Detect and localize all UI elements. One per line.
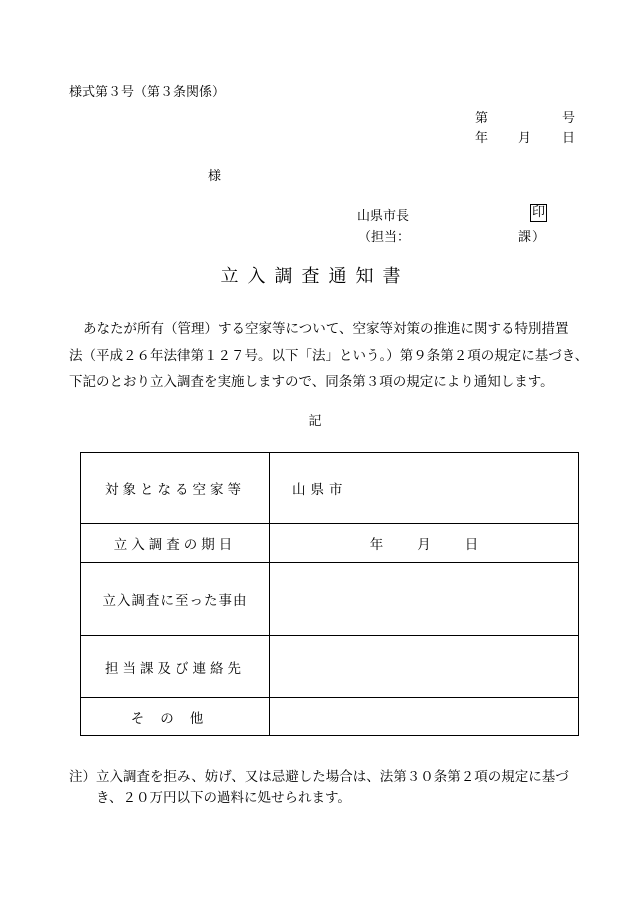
addressee-suffix: 様 [208, 169, 222, 184]
inspection-details-table [80, 452, 579, 736]
date-year-label: 年 [475, 131, 489, 146]
row-label-inspection-reason: 立入調査に至った事由 [81, 563, 270, 636]
body-paragraph [69, 316, 589, 396]
document-title: 立入調査通知書 [220, 266, 410, 287]
document-number-label: 第 [475, 111, 489, 126]
row-value-target-property: 山県市 [270, 453, 579, 524]
row-label-other: その他 [81, 698, 270, 736]
footnote-line: 注）立入調査を拒み、妨げ、又は忌避した場合は、法第３０条第２項の規定に基づ [69, 769, 569, 785]
row-label-contact: 担当課及び連絡先 [81, 636, 270, 698]
row-value-inspection-date [270, 524, 579, 563]
row-value-inspection-reason [270, 563, 579, 636]
row-value-other [270, 698, 579, 736]
contact-paren-close: ） [532, 230, 546, 245]
footnote [69, 767, 599, 809]
contact-section-suffix: 課 [518, 230, 532, 245]
inspection-date-day: 日 [464, 537, 479, 553]
form-number: 様式第３号（第３条関係） [69, 85, 226, 100]
table-row [81, 698, 579, 736]
row-label-inspection-date: 立入調査の期日 [81, 524, 270, 563]
contact-label: 担当： [371, 230, 411, 245]
issuer-name: 山県市長 [357, 209, 410, 224]
date-day-label: 日 [562, 131, 576, 146]
table-row [81, 453, 579, 524]
contact-paren-open: （ [358, 230, 372, 245]
body-line: 法（平成２６年法律第１２７号。以下「法」という。）第９条第２項の規定に基づき、 [69, 347, 589, 364]
row-value-contact [270, 636, 579, 698]
seal-mark: 印 [532, 205, 546, 220]
date-month-label: 月 [518, 131, 532, 146]
ki-heading: 記 [308, 414, 322, 429]
document-number-suffix: 号 [562, 111, 576, 126]
table-row [81, 636, 579, 698]
body-line: 下記のとおり立入調査を実施しますので、同条第３項の規定により通知します。 [69, 374, 554, 390]
table-row [81, 563, 579, 636]
body-line: あなたが所有（管理）する空家等について、空家等対策の推進に関する特別措置 [83, 321, 569, 337]
inspection-date-month: 月 [417, 537, 431, 553]
row-label-target-property: 対象となる空家等 [81, 453, 270, 524]
inspection-date-year: 年 [369, 537, 384, 553]
footnote-line: き、２０万円以下の過料に処せられます。 [96, 790, 351, 806]
table-row [81, 524, 579, 563]
